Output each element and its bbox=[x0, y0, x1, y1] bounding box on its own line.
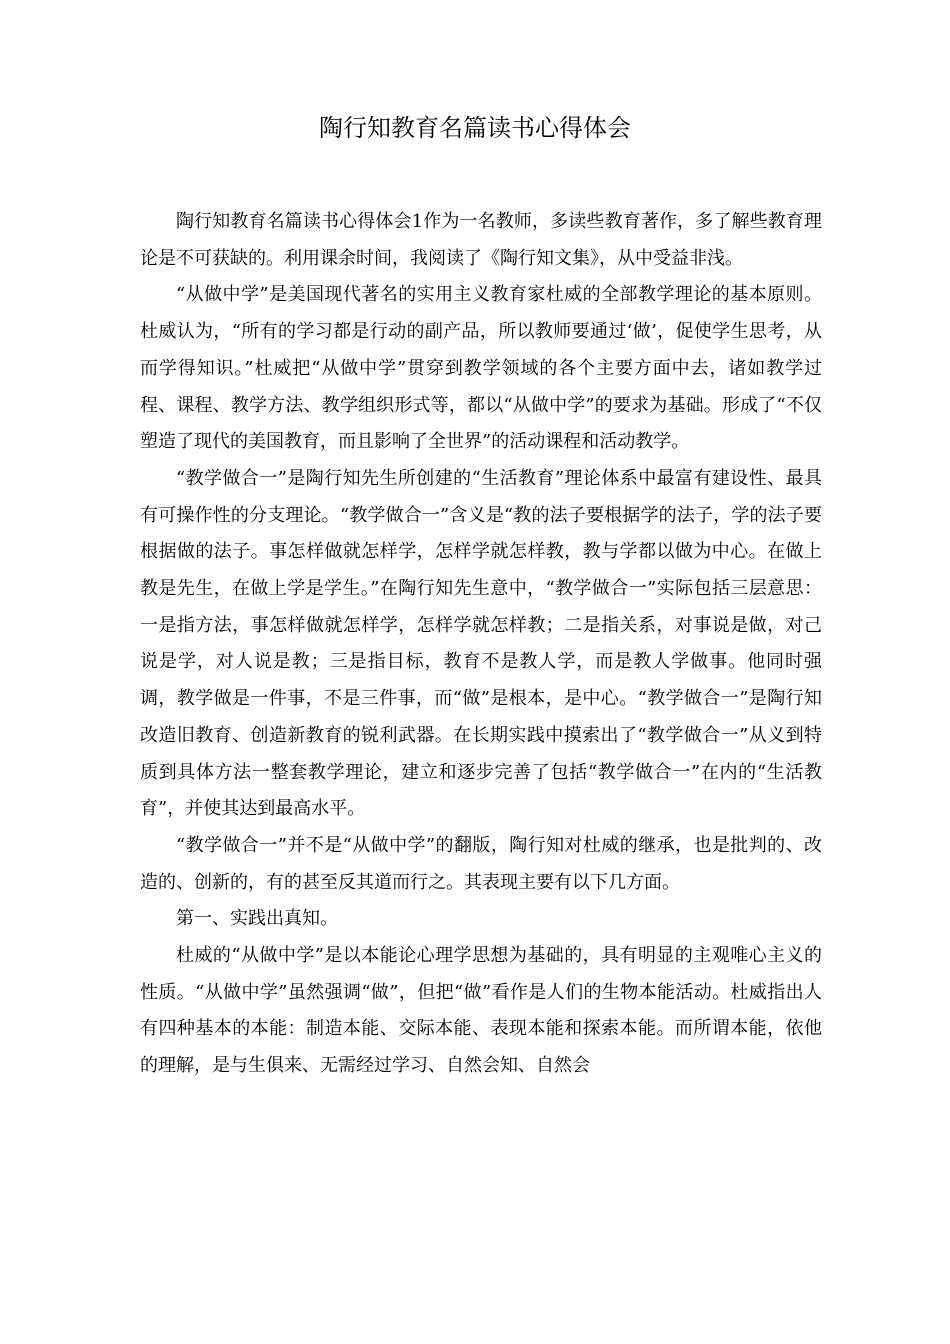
paragraph-intro: 陶行知教育名篇读书心得体会1作为一名教师，多读些教育著作，多了解些教育理论是不可获缺的。利用课余时间，我阅读了《陶行知文集》，从中受益非浅。 bbox=[140, 211, 822, 269]
document-body bbox=[140, 204, 822, 1085]
paragraph-dewey-learning-by-doing: “从做中学”是美国现代著名的实用主义教育家杜威的全部教学理论的基本原则。杜威认为，“所有的学习都是行动的副产品，所以教师要通过‘做’，促使学生思考，从而学得知识。”杜威把“从做中学”贯穿到教学领域的各个主要方面中去，诸如教学过程、课程、教学方法、教学组织形式等，都以“从做中学”的要求为基础。形成了“不仅塑造了现代的美国教育，而且影响了全世界”的活动课程和活动教学。 bbox=[140, 284, 822, 453]
paragraph-comparison: “教学做合一”并不是“从做中学”的翻版，陶行知对杜威的继承，也是批判的、改造的、创新的，有的甚至反其道而行之。其表现主要有以下几方面。 bbox=[140, 834, 822, 893]
document-title: 陶行知教育名篇读书心得体会 bbox=[319, 114, 631, 142]
paragraph-section-heading-first: 第一、实践出真知。 bbox=[176, 908, 338, 930]
paragraph-dewey-instinct: 杜威的“从做中学”是以本能论心理学思想为基础的，具有明显的主观唯心主义的性质。“从做中学”虽然强调“做”，但把“做”看作是人们的生物本能活动。杜威指出人有四种基本的本能：制造本能、交际本能、表现本能和探索本能。而所谓本能，依他的理解，是与生俱来、无需经过学习、自然会知、自然会 bbox=[140, 945, 822, 1077]
paragraph-teaching-learning-doing: “教学做合一”是陶行知先生所创建的“生活教育”理论体系中最富有建设性、最具有可操作性的分支理论。“教学做合一”含义是“教的法子要根据学的法子，学的法子要根据做的法子。事怎样做就怎样学，怎样学就怎样教，教与学都以做为中心。在做上教是先生，在做上学是学生。”在陶行知先生意中，“教学做合一”实际包括三层意思：一是指方法，事怎样做就怎样学，怎样学就怎样教；二是指关系，对事说是做，对己说是学，对人说是教；三是指目标，教育不是教人学，而是教人学做事。他同时强调，教学做是一件事，不是三件事，而“做”是根本，是中心。“教学做合一”是陶行知改造旧教育、创造新教育的锐利武器。在长期实践中摸索出了“教学做合一”从义到特质到具体方法一整套教学理论，建立和逐步完善了包括“教学做合一”在内的“生活教育”，并使其达到最高水平。 bbox=[140, 467, 822, 820]
